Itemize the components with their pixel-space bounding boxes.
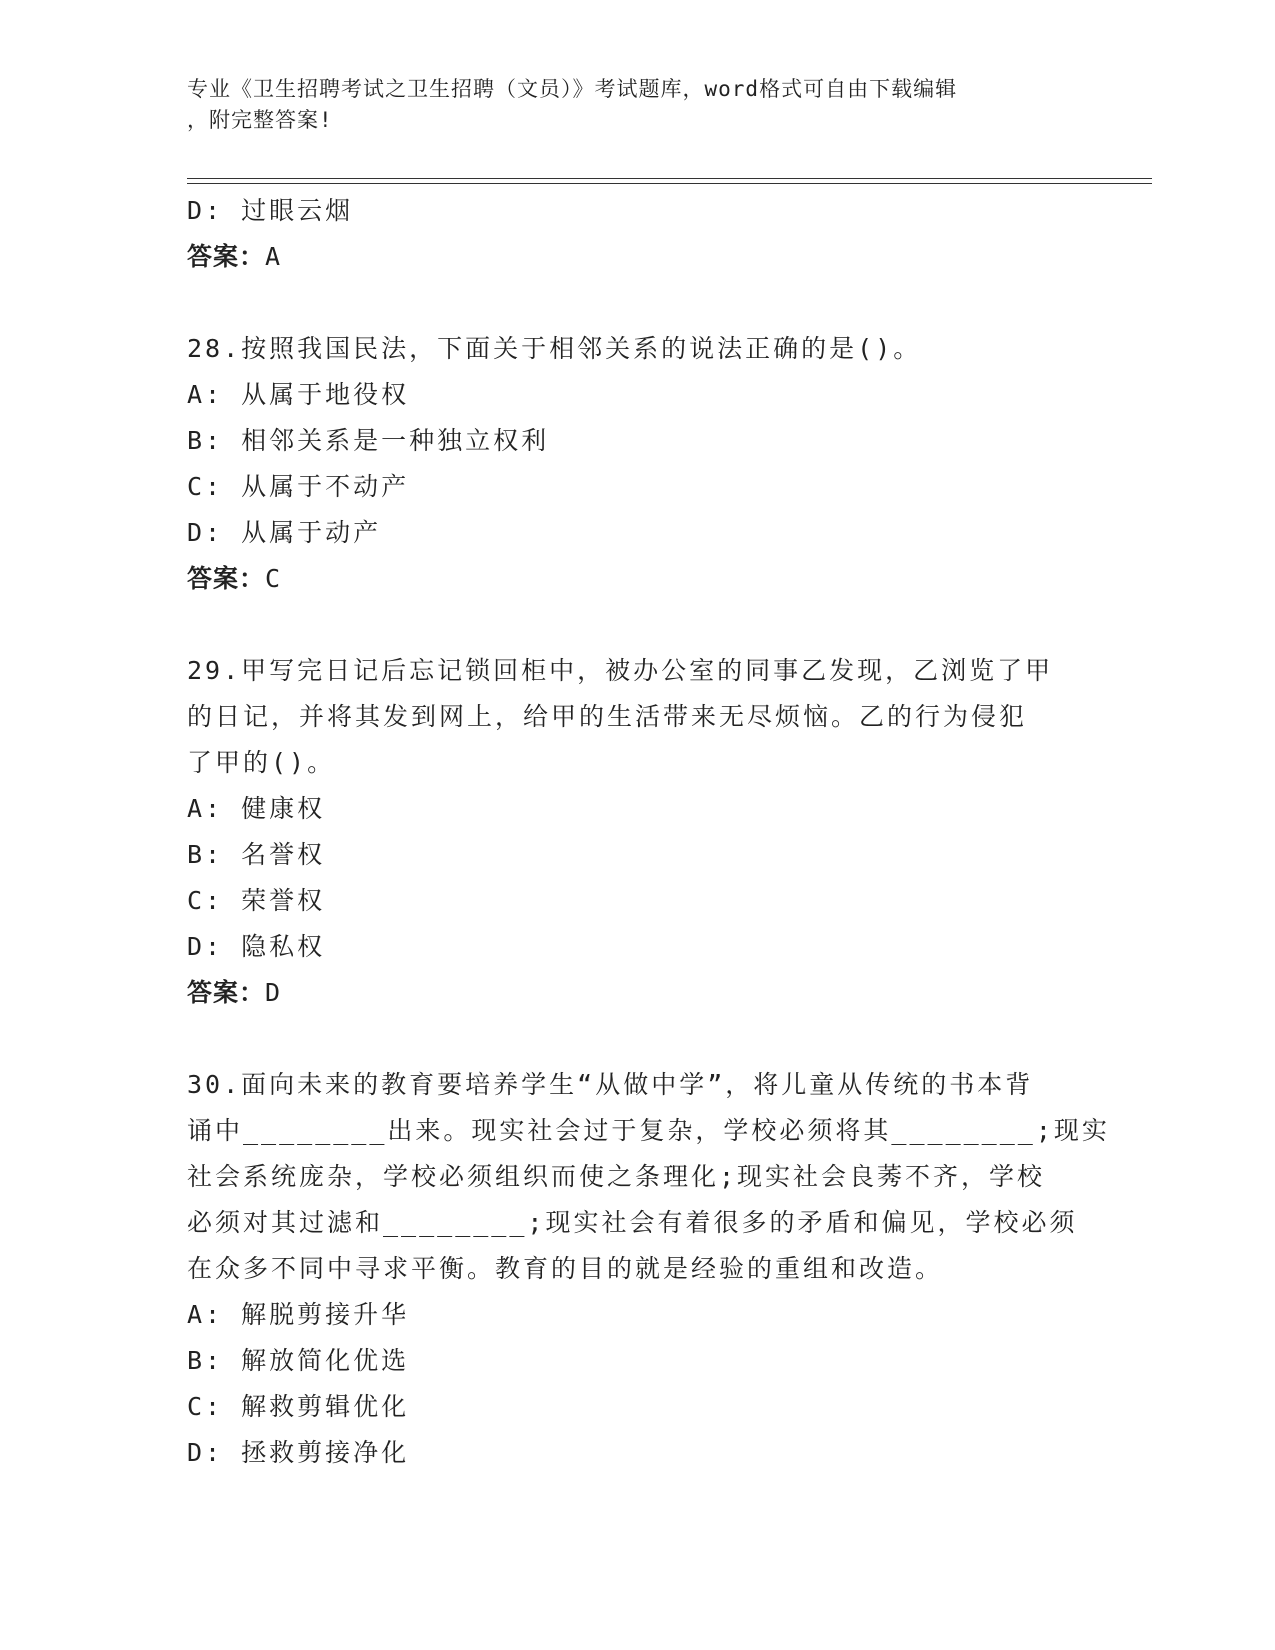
header-line-2: ，附完整答案! — [187, 108, 333, 132]
option-b: B: 解放简化优选 — [187, 1346, 410, 1375]
option-a: A: 健康权 — [187, 794, 326, 823]
option-d: D: 隐私权 — [187, 932, 326, 961]
prev-question — [187, 188, 1087, 280]
option-a: A: 解脱剪接升华 — [187, 1300, 410, 1329]
question-text: 了甲的()。 — [187, 748, 336, 777]
header-divider-bottom — [187, 183, 1152, 184]
spacer — [187, 602, 1087, 648]
option-c: C: 解救剪辑优化 — [187, 1392, 410, 1421]
question-text: 29.甲写完日记后忘记锁回柜中，被办公室的同事乙发现，乙浏览了甲 — [187, 656, 1054, 685]
question-30 — [187, 1062, 1110, 1476]
spacer — [187, 280, 1087, 326]
option-d: D: 从属于动产 — [187, 518, 382, 547]
option-c: C: 荣誉权 — [187, 886, 326, 915]
question-text: 30.面向未来的教育要培养学生“从做中学”，将儿童从传统的书本背 — [187, 1070, 1034, 1099]
question-text: 的日记，并将其发到网上，给甲的生活带来无尽烦恼。乙的行为侵犯 — [187, 702, 1028, 731]
question-28 — [187, 326, 1087, 602]
option-b: B: 名誉权 — [187, 840, 326, 869]
question-text: 社会系统庞杂，学校必须组织而使之条理化;现实社会良莠不齐，学校 — [187, 1162, 1046, 1191]
header-line-1: 专业《卫生招聘考试之卫生招聘（文员）》考试题库，word格式可自由下载编辑 — [187, 77, 958, 101]
document-header — [187, 74, 1067, 136]
option-d: D: 拯救剪接净化 — [187, 1438, 410, 1467]
question-text: 诵中________出来。现实社会过于复杂，学校必须将其________;现实 — [187, 1116, 1110, 1145]
answer — [187, 970, 1087, 1016]
answer — [187, 556, 1087, 602]
answer — [187, 234, 1087, 280]
answer-value: D — [265, 978, 282, 1007]
question-text: 必须对其过滤和________;现实社会有着很多的矛盾和偏见，学校必须 — [187, 1208, 1078, 1237]
header-divider-top — [187, 178, 1152, 179]
answer-value: C — [265, 564, 282, 593]
option-a: A: 从属于地役权 — [187, 380, 410, 409]
option-c: C: 从属于不动产 — [187, 472, 410, 501]
question-content — [187, 188, 1110, 1476]
answer-value: A — [265, 242, 282, 271]
question-29 — [187, 648, 1087, 1016]
question-text: 28.按照我国民法，下面关于相邻关系的说法正确的是()。 — [187, 334, 922, 363]
question-text: 在众多不同中寻求平衡。教育的目的就是经验的重组和改造。 — [187, 1254, 944, 1283]
answer-label: 答案： — [187, 242, 266, 271]
answer-label: 答案： — [187, 564, 266, 593]
spacer — [187, 1016, 1087, 1062]
answer-label: 答案： — [187, 978, 266, 1007]
option-d: D: 过眼云烟 — [187, 196, 354, 225]
option-b: B: 相邻关系是一种独立权利 — [187, 426, 550, 455]
